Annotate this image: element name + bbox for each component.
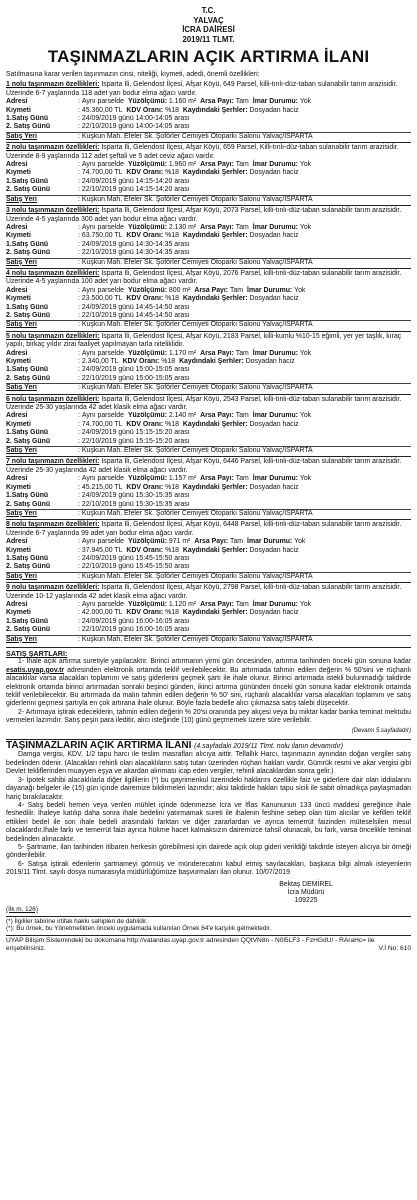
lot-description: 5 nolu taşınmazın özellikleri: Isparta İli, Gelendost İlçesi, Afşar Köyü, 2183 Parsel, killi-kumlu %10-15 eğimli, yer yer taşlık, kıraç yapılı, birkaç yıldır zirai faaliyet yapılmayan tarla niteliklidir.: [6, 332, 402, 349]
lot-location-row: Satış Yeri : Kuşkun Mah. Efeler Sk. Şoförler Cemiyeti Otoparkı Salonu Yalvaç/ISPARTA: [6, 509, 411, 518]
lot-sale2-row: 2. Satış Günü : 22/10/2019 günü 14:00-14:05 arası: [6, 123, 190, 131]
lot-address-row: Adresi : Aynı parselde Yüzölçümü: 1.170 m² Arsa Payı: Tam İmar Durumu: Yok: [6, 349, 312, 357]
lot-sale1-row: 1.Satış Günü : 24/09/2019 günü 14:45-14:50 arası: [6, 303, 190, 311]
lot-sale1-row: 1.Satış Günü : 24/09/2019 günü 15:00-15:05 arası: [6, 366, 190, 374]
header-block: [6, 6, 411, 44]
lot-sale1-row: 1.Satış Günü : 24/09/2019 günü 16:00-16:05 arası: [6, 617, 190, 625]
lot-address-row: Adresi : Aynı parselde Yüzölçümü: 2.140 m² Arsa Payı: Tam İmar Durumu: Yok: [6, 412, 312, 420]
condition-4: 4- Satış bedeli hemen veya verilen mühlet içinde ödenmezse İcra ve İflas Kanununun 133 üncü maddesi gereğince ihale feshedilir. İhaleye katılıp daha sonra ihale bedelini yatırmamak sureti ile ihalenin feshine sebep olan tüm alıcılar ve kefilleri teklif ettikleri bedel ile son ihale bedeli arasındaki farktan ve diğer zararlardan ve ayrıca temerrüt faizinden müteselsilen mesul olacaklardır.İhale farkı ve temerrüt faizi ayrıca hükme hacet kalmaksızın dairemizce tahsil olunacak, bu fark, varsa öncelikle teminat bedelinden alınacaktır.: [6, 801, 411, 843]
lot-value-row: Kıymeti : 74.700,00 TL KDV Oranı: %18 Kaydındaki Şerhler: Dosyadan haciz: [6, 169, 299, 177]
conditions-title: SATIŞ ŞARTLARI:: [6, 649, 68, 658]
lot-description: 8 nolu taşınmazın özellikleri: Isparta İli, Gelendost İlçesi, Afşar Köyü, 6448 Parsel, killi-tınlı-düz-taban sulanabilir tarım arazisidir. Üzerinde 6-7 yaşlarında 99 adet yarı bodur elma ağacı vardır.: [6, 521, 402, 537]
lot-location-row: Satış Yeri : Kuşkun Mah. Efeler Sk. Şoförler Cemiyeti Otoparkı Salonu Yalvaç/ISPARTA: [6, 446, 411, 455]
condition-6: 6- Satışa iştirak edenlerin şartnameyi görmüş ve münderecatını kabul etmiş sayılacakları, başkaca bilgi almak isteyenlerin 2019/11 Tlmt. sayılı dosya numarasıyla müdürlüğümüze başvurmaları ilan olunur. 10/07/2019: [6, 860, 411, 877]
lot-description: 1 nolu taşınmazın özellikleri: Isparta İli, Gelendost İlçesi, Afşar Köyü, 649 Parsel, killi-tınlı-düz-taban sulanabilir tarım arazisidir. Üzerinde 6-7 yaşlarında 118 adet yarı bodur elma ağacı vardır.: [6, 81, 398, 97]
signer-name: Bektaş DEMİREL: [279, 880, 333, 888]
lot-location-row: Satış Yeri : Kuşkun Mah. Efeler Sk. Şoförler Cemiyeti Otoparkı Salonu Yalvaç/ISPARTA: [6, 320, 411, 329]
lot-description: 6 nolu taşınmazın özellikleri: Isparta İli, Gelendost İlçesi, Afşar Köyü, 2543 Parsel, killi-tınlı-düz-taban sulanabilir tarım arazisidir. Üzerinde 25-30 yaşlarında 42 adet klasik elma ağacı vardır.: [6, 395, 402, 412]
lot-value-row: Kıymeti : 23.500,00 TL KDV Oranı: %18 Kaydındaki Şerhler: Dosyadan haciz: [6, 295, 299, 303]
uyap-notice: [6, 935, 411, 953]
uyap-text: UYAP Bilişim Sistemindeki bu dokümana http://vatandas.uyap.gov.tr adresinden QQtVN8n - N0l5LF3 - FzHGdU/ - RAraHc= ile erişebilirsiniz.: [6, 937, 375, 953]
lot-address-row: Adresi : Aynı parselde Yüzölçümü: 2.130 m² Arsa Payı: Tam İmar Durumu: Yok: [6, 223, 312, 231]
continuation-section: [6, 739, 411, 954]
header-office: İCRA DAİRESİ: [182, 25, 235, 34]
lot-location-row: Satış Yeri : Kuşkun Mah. Efeler Sk. Şoförler Cemiyeti Otoparkı Salonu Yalvaç/ISPARTA: [6, 258, 411, 267]
lot-sale1-row: 1.Satış Günü : 24/09/2019 günü 14:15-14:20 arası: [6, 177, 190, 185]
lot-address-row: Adresi : Aynı parselde Yüzölçümü: 1.120 m² Arsa Payı: Tam İmar Durumu: Yok: [6, 600, 312, 608]
lot-address-row: Adresi : Aynı parselde Yüzölçümü: 800 m² Arsa Payı: Tam İmar Durumu: Yok: [6, 286, 306, 294]
condition-3: 3- İpotek sahibi alacaklılarla diğer ilgililerin (*) bu gayrimenkul üzerindeki haklarını özellikle faiz ve giderlere dair olan iddialarını dayanağı belgeler ile (15) gün içinde dairemize bildirmeleri lazımdır; aksi takdirde hakları tapu sicili ile sabit olmadıkça paylaşmadan hariç bırakılacaktır.: [6, 776, 411, 801]
signer-number: 109225: [294, 897, 318, 905]
header-file-no: 2019/11 TLMT.: [182, 34, 235, 44]
condition-5: 5- Şartname, ilan tarihinden itibaren herkesin görebilmesi için dairede açık olup gideri verildiği takdirde isteyen alıcıya bir örneği gönderilebilir.: [6, 843, 411, 860]
lot-sale2-row: 2. Satış Günü : 22/10/2019 günü 15:00-15:05 arası: [6, 374, 190, 382]
lot-location-row: Satış Yeri : Kuşkun Mah. Efeler Sk. Şoförler Cemiyeti Otoparkı Salonu Yalvaç/ISPARTA: [6, 572, 411, 581]
ilk-ref: (İlk m. 126): [6, 905, 38, 913]
lot-item: [6, 456, 411, 519]
lot-description: 9 nolu taşınmazın özellikleri: Isparta İli, Gelendost İlçesi, Afşar Köyü, 2798 Parsel, killi-tınlı-düz-taban sulanabilir tarım arazisidir. Üzerinde 10-12 yaşlarında 42 adet klasik elma ağacı vardır.: [6, 584, 402, 600]
lot-description: 7 nolu taşınmazın özellikleri: Isparta İli, Gelendost İlçesi, Afşar Köyü, 6446 Parsel, killi-tınlı-düz-taban sulanabilir tarım arazisidir. Üzerinde 25-30 yaşlarında 42 adet klasik elma ağacı vardır.: [6, 458, 402, 474]
lot-location-row: Satış Yeri : Kuşkun Mah. Efeler Sk. Şoförler Cemiyeti Otoparkı Salonu Yalvaç/ISPARTA: [6, 132, 411, 141]
lot-sale1-row: 1.Satış Günü : 24/09/2019 günü 15:30-15:35 arası: [6, 492, 190, 500]
footnote-2: (*): Bu örnek, bu Yönetmelikten önceki uygulamada kullanılan Örnek 64'e karşılık gelmektedir.: [6, 925, 272, 933]
lot-value-row: Kıymeti : 63.750,00 TL KDV Oranı: %18 Kaydındaki Şerhler: Dosyadan haciz: [6, 232, 299, 240]
signature-block: [231, 881, 381, 906]
lot-sale2-row: 2. Satış Günü : 22/10/2019 günü 16:00-16:05 arası: [6, 626, 190, 634]
lot-value-row: Kıymeti : 45.360,00 TL KDV Oranı: %18 Kaydındaki Şerhler: Dosyadan haciz: [6, 106, 299, 114]
lot-value-row: Kıymeti : 37.945,00 TL KDV Oranı: %18 Kaydındaki Şerhler: Dosyadan haciz: [6, 546, 299, 554]
continuation-title: TAŞINMAZLARIN AÇIK ARTIRMA İLANI (4.sayfadaki 2019/11 Tlmt. nolu ilanın devamıdır): [6, 740, 344, 752]
lot-value-row: Kıymeti : 2.340,00 TL KDV Oranı: %18 Kaydındaki Şerhler: Dosyadan haciz: [6, 358, 295, 365]
lot-address-row: Adresi : Aynı parselde Yüzölçümü: 1.157 m² Arsa Payı: Tam İmar Durumu: Yok: [6, 475, 312, 483]
lot-description: 3 nolu taşınmazın özellikleri: Isparta İli, Gelendost İlçesi, Afşar Köyü, 2073 Parsel, killi-tınlı-düz-taban sulanabilir tarım arazisidir. Üzerinde 4-5 yaşlarında 300 adet yarı bodur elma ağacı vardır.: [6, 207, 402, 223]
lot-item: [6, 142, 411, 205]
lot-item: [6, 519, 411, 582]
lot-sale1-row: 1.Satış Günü : 24/09/2019 günü 15:45-15:50 arası: [6, 554, 190, 562]
condition-2: 2- Artırmaya iştirak edeceklerin, tahmin edilen değerin % 20'si oranında pey akçesi veya bu miktar kadar banka teminat mektubu vermeleri lazımdır. Satış peşin para ileditir, alıcı isteğinde (10) günü geçmemek üzere süre verilebilir.: [6, 708, 411, 725]
lot-address-row: Adresi : Aynı parselde Yüzölçümü: 1.160 m² Arsa Payı: Tam İmar Durumu: Yok: [6, 98, 312, 106]
lot-sale1-row: 1.Satış Günü : 24/09/2019 günü 15:15-15:20 arası: [6, 429, 190, 437]
lot-value-row: Kıymeti : 42.000,00 TL KDV Oranı: %18 Kaydındaki Şerhler: Dosyadan haciz: [6, 609, 299, 617]
footnote-1: (*) İlgililer tabirine irtifak hakkı sahipleri de dahildir.: [6, 917, 148, 925]
lot-sale2-row: 2. Satış Günü : 22/10/2019 günü 14:45-14:50 arası: [6, 311, 190, 319]
tax-paragraph: Damga vergisi, KDV, 1/2 tapu harcı ile teslim masrafları alıcıya aittir. Tellallık Harcı, taşınmazın aynından doğan vergiler satış bedelinden ödenir. (Alacakları rehinli olan alacaklıların satış tutarı üzerinden rüçhan hakları vardır. Gümrük resmi ve akar vergisi gibi Devlet tekliflerinden muayyen eşya ve akardan alınması icap eden vergiler, rehinli alacaklardan sonra gelir.): [6, 751, 411, 776]
lot-location-row: Satış Yeri : Kuşkun Mah. Efeler Sk. Şoförler Cemiyeti Otoparkı Salonu Yalvaç/ISPARTA: [6, 383, 411, 392]
header-city: YALVAÇ: [193, 15, 224, 25]
lot-sale1-row: 1.Satış Günü : 24/09/2019 günü 14:00-14:05 arası: [6, 115, 190, 123]
lot-sale2-row: 2. Satış Günü : 22/10/2019 günü 15:45-15:50 arası: [6, 563, 190, 571]
page-title: TAŞINMAZLARIN AÇIK ARTIRMA İLANI: [47, 47, 370, 66]
lot-value-row: Kıymeti : 74.700,00 TL KDV Oranı: %18 Kaydındaki Şerhler: Dosyadan haciz: [6, 420, 299, 428]
lot-sale2-row: 2. Satış Günü : 22/10/2019 günü 15:30-15:35 arası: [6, 500, 190, 508]
lot-sale2-row: 2. Satış Günü : 22/10/2019 günü 15:15-15:20 arası: [6, 437, 190, 445]
lot-address-row: Adresi : Aynı parselde Yüzölçümü: 1.960 m² Arsa Payı: Tam İmar Durumu: Yok: [6, 161, 312, 169]
lot-sale2-row: 2. Satış Günü : 22/10/2019 günü 14:15-14:20 arası: [6, 186, 190, 194]
lot-item: [6, 331, 411, 394]
footnotes: [6, 916, 411, 934]
lot-location-row: Satış Yeri : Kuşkun Mah. Efeler Sk. Şoförler Cemiyeti Otoparkı Salonu Yalvaç/ISPARTA: [6, 635, 411, 644]
lot-item: [6, 582, 411, 645]
lot-description: 2 nolu taşınmazın özellikleri: Isparta İli, Gelendost İlçesi, Afşar Köyü, 659 Parsel, Killi-tınlı-düz-taban sulanabilir tarım arazisidir. Üzerinde 8-9 yaşlarında 112 adet şeftali ve 5 adet ceviz ağacı vardır.: [6, 144, 399, 160]
lot-item: [6, 394, 411, 457]
lot-location-row: Satış Yeri : Kuşkun Mah. Efeler Sk. Şoförler Cemiyeti Otoparkı Salonu Yalvaç/ISPARTA: [6, 195, 411, 204]
lot-item: [6, 80, 411, 142]
lot-address-row: Adresi : Aynı parselde Yüzölçümü: 971 m² Arsa Payı: Tam İmar Durumu: Yok: [6, 538, 306, 546]
condition-1: 1- İhale açık artırma suretiyle yapılacaktır. Birinci artırmanın yirmi gün öncesinden, artırma tarihinden önceki gün sonuna kadar esatis.uyap.gov.tr adresinden elektronik ortamda teklif verilebilecektir. Bu artırmada tahmin edilen değerin % 50'sini ve rüçhanlı alacaklılar varsa alacakları toplamını ve satış giderlerini geçmek şartı ile ihale olunur. Birinci artırmada istekli bulunmadığı takdirde elektronik ortamda birinci artırmadan sonraki beşinci günden, ikinci artırma gününden önceki gün sonuna kadar elektronik ortamda teklif verilebilecektir. Bu artırmada da malın tahmin edilen değerin % 50' sini, rüçhanlı alacaklılar varsa alacakları toplamını ve satış giderlerini geçmesi şartıyla en çok artırana ihale olunur. Böyle fazla bedelle alıcı çıkmazsa satış talebi düşecektir.: [6, 658, 411, 708]
intro-text: Satılmasına karar verilen taşınmazın cinsi, niteliği, kıymeti, adedi, önemli özellikleri:: [6, 71, 260, 78]
lot-item: [6, 268, 411, 331]
lot-item: [6, 205, 411, 268]
lot-sale2-row: 2. Satış Günü : 22/10/2019 günü 14:30-14:35 arası: [6, 249, 190, 257]
esatis-link[interactable]: esatis.uyap.gov.tr: [6, 666, 65, 674]
vi-number: V.İ No: 610: [378, 945, 411, 953]
lot-value-row: Kıymeti : 45.215,00 TL KDV Oranı: %18 Kaydındaki Şerhler: Dosyadan haciz: [6, 483, 299, 491]
continued-note: (Devamı 5.sayfadadır): [351, 727, 411, 734]
header-tc: T.C.: [201, 6, 216, 15]
lot-list: [6, 80, 411, 645]
lot-sale1-row: 1.Satış Günü : 24/09/2019 günü 14:30-14:35 arası: [6, 240, 190, 248]
lot-description: 4 nolu taşınmazın özellikleri: Isparta İli, Gelendost İlçesi, Afşar Köyü, 2076 Parsel, killi-tınlı-düz-taban sulanabilir tarım arazisidir. Üzerinde 4-5 yaşlarında 100 adet yarı bodur elma ağacı vardır.: [6, 269, 402, 286]
signer-title: İcra Müdürü: [287, 888, 325, 896]
